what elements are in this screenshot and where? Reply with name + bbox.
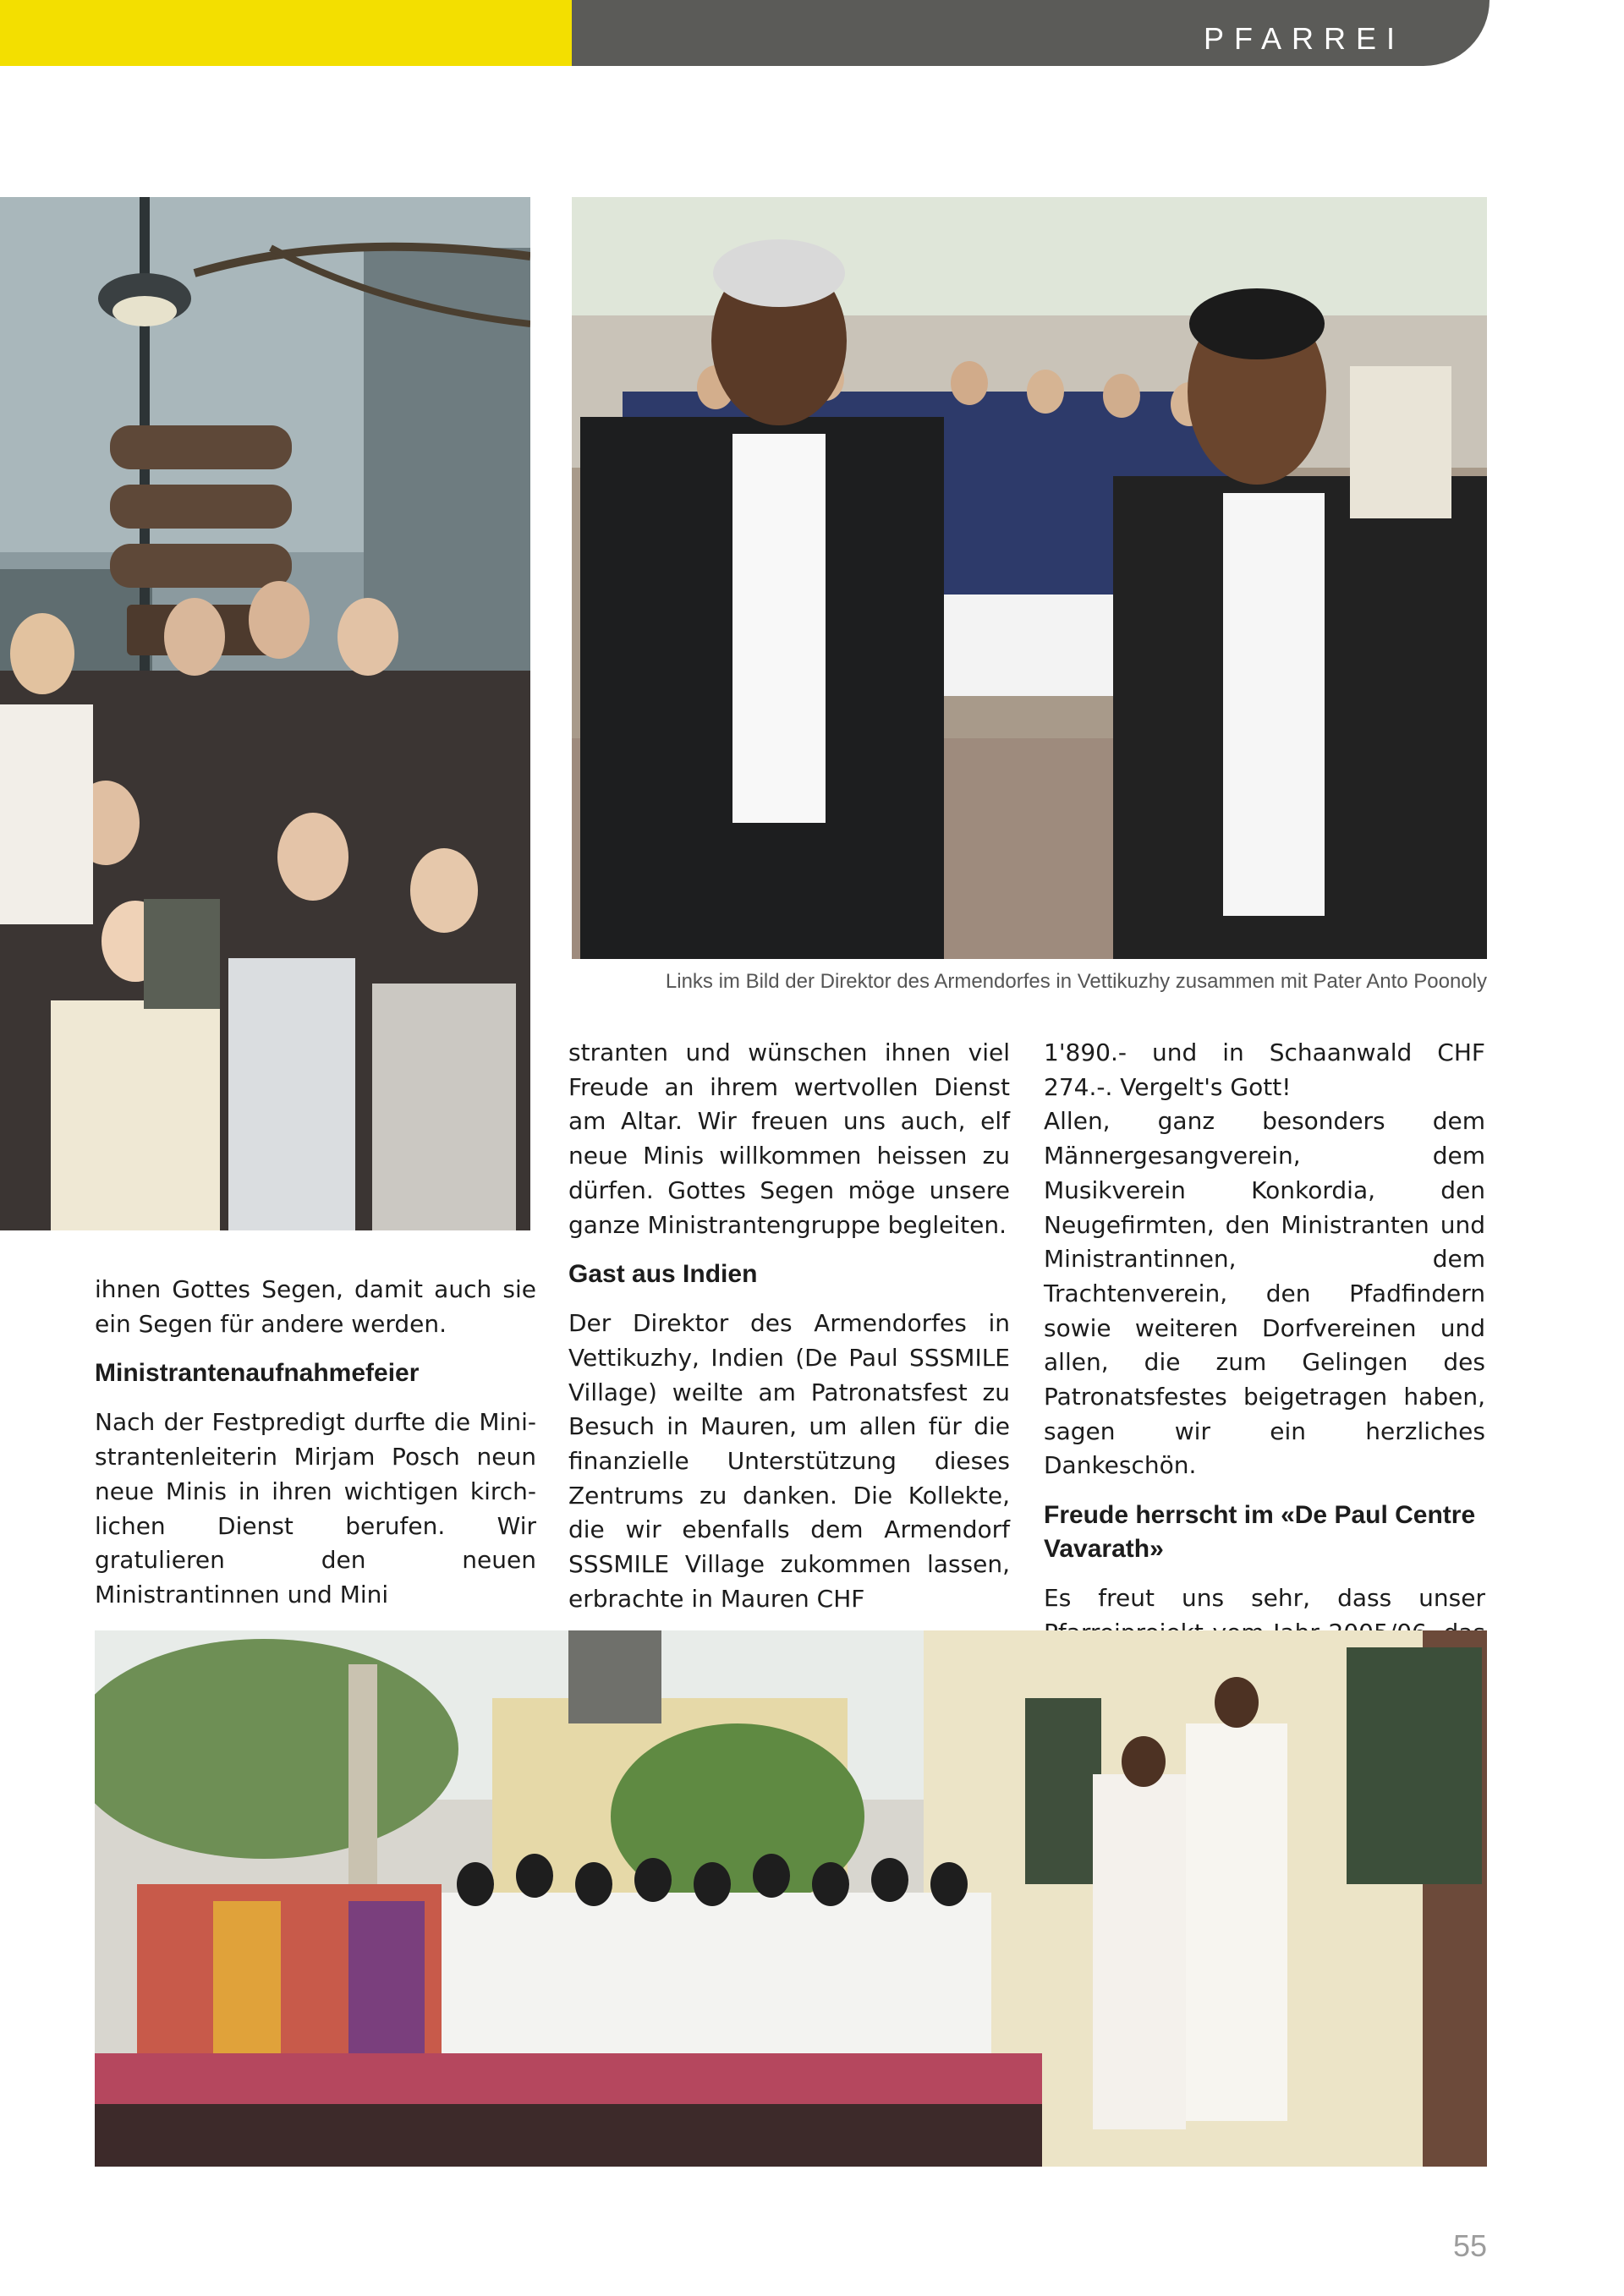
group-photo-ministranten <box>0 197 530 1230</box>
paragraph-segen-continuation: ihnen Gottes Segen, damit auch sie ein Segen für andere werden. <box>95 1275 536 1338</box>
paragraph-ministranten-continuation: stranten und wünschen ihnen viel Freude an ihrem wertvollen Dienst am Altar. Wir freuen uns auch, elf neue Minis willkommen heissen zu dürfen. Gottes Segen möge unsere ganze Ministrantengruppe begleiten. <box>568 1038 1010 1239</box>
heading-gast-aus-indien: Gast aus Indien <box>568 1260 758 1289</box>
two-men-illustration <box>572 197 1487 959</box>
photo-director-and-pater <box>572 197 1487 959</box>
page-number: 55 <box>1452 2228 1487 2263</box>
paragraph-freude: Es freut uns sehr, dass unser <box>1044 1584 1485 1613</box>
group-photo-illustration <box>0 197 530 1230</box>
paragraph-dankeschoen: Allen, ganz besonders dem Männergesangverein, dem Musikverein Konkordia, den Neugefirmten, den Ministranten und Ministrantinnen, dem Trachtenverein, den Pfadfindern sowie weiteren Dorfvereinen und allen, die zum Gelingen des Patronatsfestes beigetragen haben, sagen wir ein herzliches Dankeschön. <box>1044 1107 1485 1480</box>
text-column-3 <box>1044 1036 1485 1685</box>
paragraph-ministranten: Nach der Festpredigt durfte die Ministrantenleiterin Mirjam Posch neun neue Minis in ihren wichtigen kirchlichen Dienst berufen. Wir gratulieren den neuen Ministrantinnen und Mini <box>95 1408 536 1608</box>
gathering-illustration <box>95 1630 1487 2167</box>
paragraph-gast: Der Direktor des Armendorfes in Vettikuzhy, Indien (De Paul SSSMILE Village) weilte am Patronatsfest zu Besuch in Mauren, um allen für die finanzielle Unterstützung dieses Zentrums zu danken. Die Kollekte, die wir ebenfalls dem Armendorf SSSMILE Village zukommen lassen, erbrachte in Mauren CHF <box>568 1309 1010 1613</box>
text-column-2 <box>568 1036 1010 1617</box>
photo-de-paul-centre <box>95 1630 1487 2167</box>
photo-caption: Links im Bild der Direktor des Armendorfes in Vettikuzhy zusammen mit Pater Anto Poonoly <box>665 970 1487 993</box>
heading-ministrantenaufnahmefeier: Ministrantenaufnahmefeier <box>95 1359 420 1388</box>
text-column-1 <box>95 1273 536 1613</box>
paragraph-kollekte-continuation: 1'890.- und in Schaanwald CHF 274.-. Vergelt's Gott! <box>1044 1038 1485 1101</box>
section-label: PFARREI <box>1203 21 1405 56</box>
header-section-bar <box>572 0 1490 66</box>
heading-freude-herrscht: Freude herrscht im «De Paul Centre Vavarath» <box>1044 1501 1476 1564</box>
header-accent-bar <box>0 0 572 66</box>
